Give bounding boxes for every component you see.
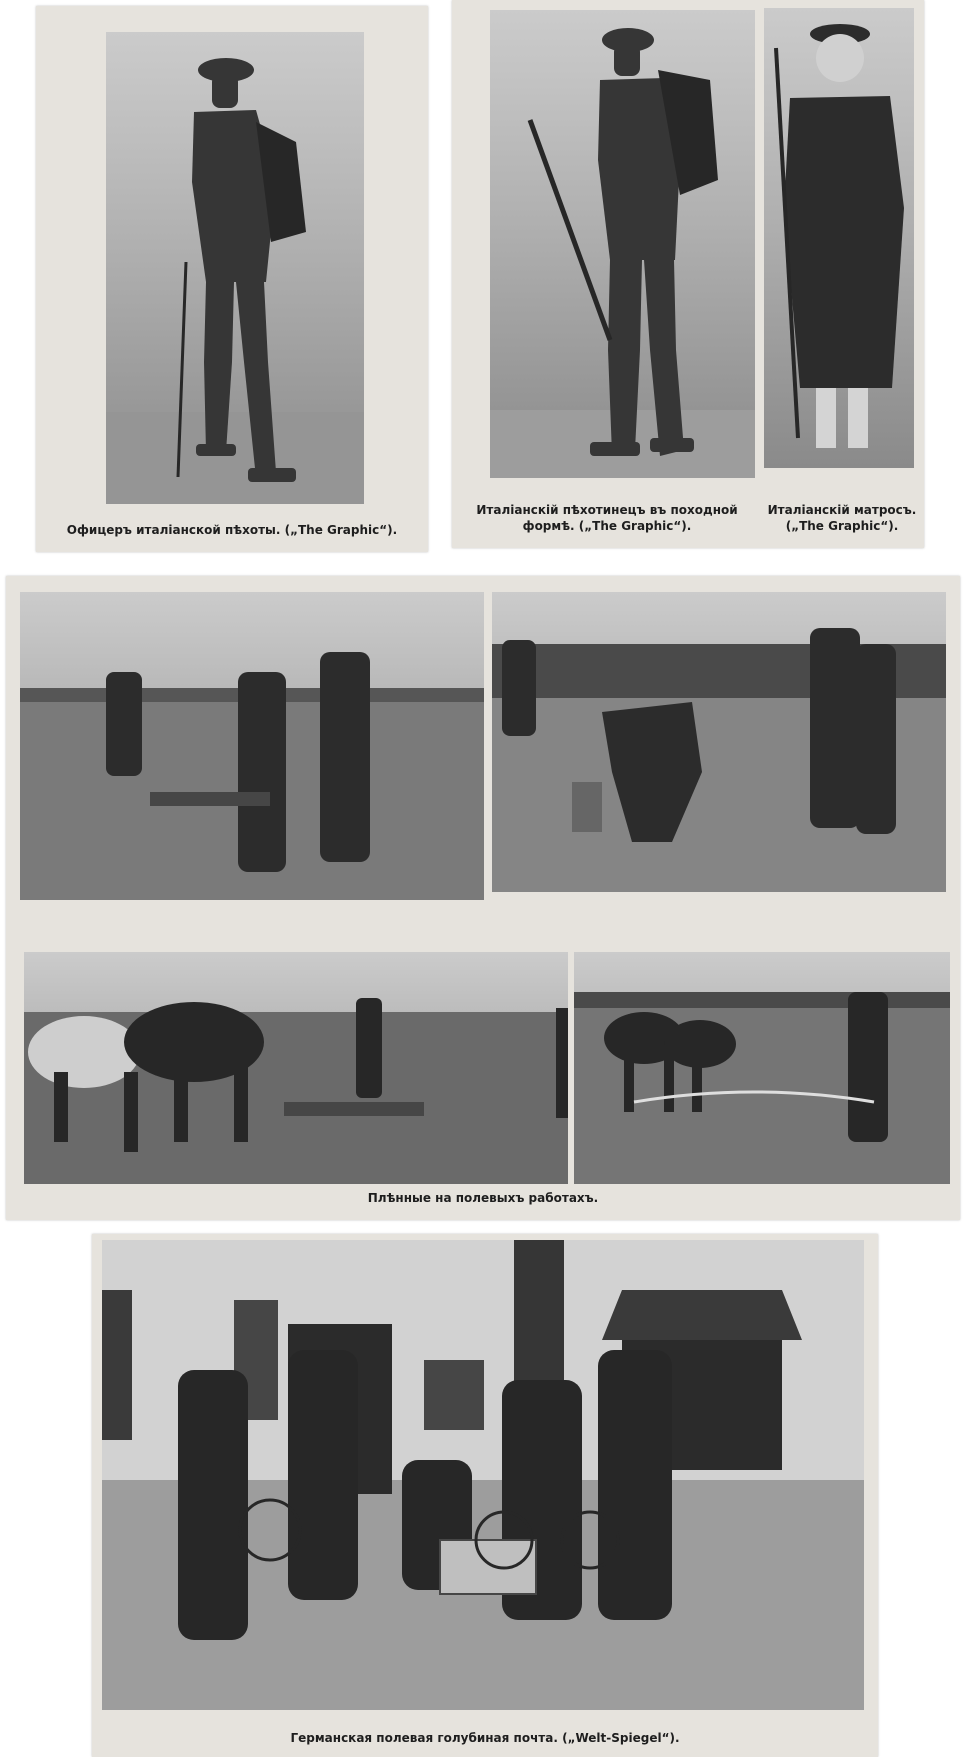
page-clipping-infantry-sailor — [452, 0, 924, 548]
page-clipping-officer — [36, 6, 428, 552]
photo-italian-sailor — [764, 8, 914, 468]
photo-prisoners-oxen — [24, 952, 568, 1184]
photo-italian-infantryman — [490, 10, 755, 478]
caption-prisoners: Плѣнные на полевыхъ работахъ. — [367, 1191, 599, 1205]
caption-sailor: Италіанскій матросъ. („The Graphic“). — [767, 503, 917, 533]
page-clipping-pigeon-post — [92, 1234, 878, 1757]
caption-pigeon-post: Германская полевая голубиная почта. („Welt-Spiegel“). — [290, 1731, 680, 1745]
photo-prisoners-plough — [20, 592, 484, 900]
page-clipping-prisoners — [6, 576, 960, 1220]
photo-prisoners-sowing — [492, 592, 946, 892]
photo-pigeon-post — [102, 1240, 864, 1710]
photo-prisoners-horses — [574, 952, 950, 1184]
caption-infantryman: Италіанскій пѣхотинецъ въ походной формѣ. („The Graphic“). — [476, 503, 738, 533]
photo-italian-officer — [106, 32, 364, 504]
caption-officer: Офицеръ италіанской пѣхоты. („The Graphic“). — [66, 523, 398, 537]
